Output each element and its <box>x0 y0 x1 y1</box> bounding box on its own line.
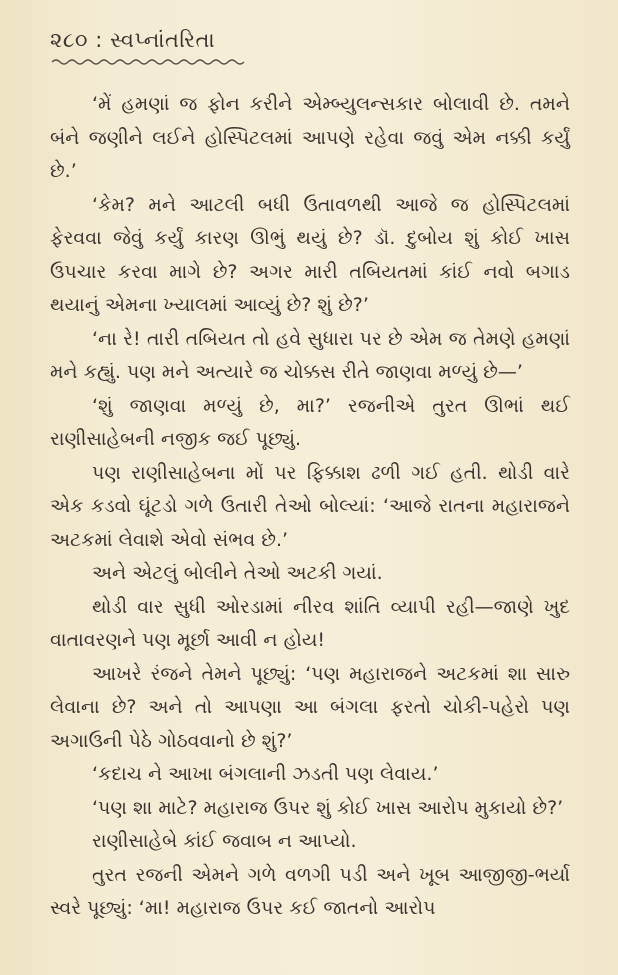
chapter-title: સ્વપ્નાંતરિતા <box>109 28 216 52</box>
paragraph: અને એટલું બોલીને તેઓ અટકી ગયાં. <box>92 562 383 584</box>
body-text <box>50 88 570 926</box>
paragraph: પણ રાણીસાહેબના મોં પર ફિક્કાશ ઢળી ગઈ હતી. થોડી વારે એક કડવો ઘૂંટડો ગળે ઉતારી તેઓ બોલ્યાં: ‘આજે રાતના મહારાજને અટકમાં લેવાશે એવો સંભવ છે.’ <box>50 461 570 551</box>
paragraph: આખરે રંજને તેમને પૂછ્યું: ‘પણ મહારાજને અટકમાં શા સારુ લેવાના છે? અને તો આપણા આ બંગલા ફરતો ચોકી-પહેરો પણ અગાઉની પેઠે ગોઠવવાનો છે શું?’ <box>50 662 570 752</box>
paragraph: ‘પણ શા માટે? મહારાજ ઉપર શું કોઈ ખાસ આરોપ મુકાયો છે?’ <box>92 796 564 819</box>
paragraph: રાણીસાહેબે કાંઈ જવાબ ન આપ્યો. <box>92 830 357 852</box>
paragraph: ‘મેં હમણાં જ ફોન કરીને એમ્બ્યુલન્સકાર બોલાવી છે. તમને બંને જણીને લઈને હોસ્પિટલમાં આપણે રહેવા જવું એમ નક્કી કર્યું છે.’ <box>50 93 570 182</box>
paragraph: ‘શું જાણવા મળ્યું છે, મા?’ રજનીએ તુરત ઊભાં થઈ રાણીસાહેબની નજીક જઈ પૂછ્યું. <box>50 394 570 450</box>
paragraph: ‘કદાચ ને આખા બંગલાની ઝડતી પણ લેવાય.’ <box>92 763 439 785</box>
paragraph: ‘ના રે! તારી તબિયત તો હવે સુધારા પર છે એમ જ તેમણે હમણાં મને કહ્યું. પણ મને અત્યારે જ ચોક્કસ રીતે જાણવા મળ્યું છે—’ <box>50 327 570 383</box>
running-head <box>50 28 570 53</box>
paragraph: થોડી વાર સુધી ઓરડામાં નીરવ શાંતિ વ્યાપી રહી—જાણે ખુદ વાતાવરણને પણ મૂર્છા આવી ન હોય! <box>50 595 570 651</box>
paragraph: તુરત રજની એમને ગળે વળગી પડી અને ખૂબ આજીજી-ભર્યા સ્વરે પૂછ્યું: ‘મા! મહારાજ ઉપર કઈ જાતનો આરોપ <box>50 863 570 919</box>
header-separator: : <box>95 28 103 52</box>
paragraph: ‘કેમ? મને આટલી બધી ઉતાવળથી આજે જ હોસ્પિટલમાં ફેરવવા જેવું કર્યું કારણ ઊભું થયું છે? ડૉ. દુબોય શું કોઈ ખાસ ઉપચાર કરવા માગે છે? અગર મારી તબિયતમાં કાંઈ નવો બગાડ થયાનું એમના ખ્યાલમાં આવ્યું છે? શું છે?’ <box>50 193 570 316</box>
page-header <box>50 28 570 67</box>
page-number: ૨૮૦ <box>50 28 89 52</box>
wavy-underline <box>50 57 250 67</box>
